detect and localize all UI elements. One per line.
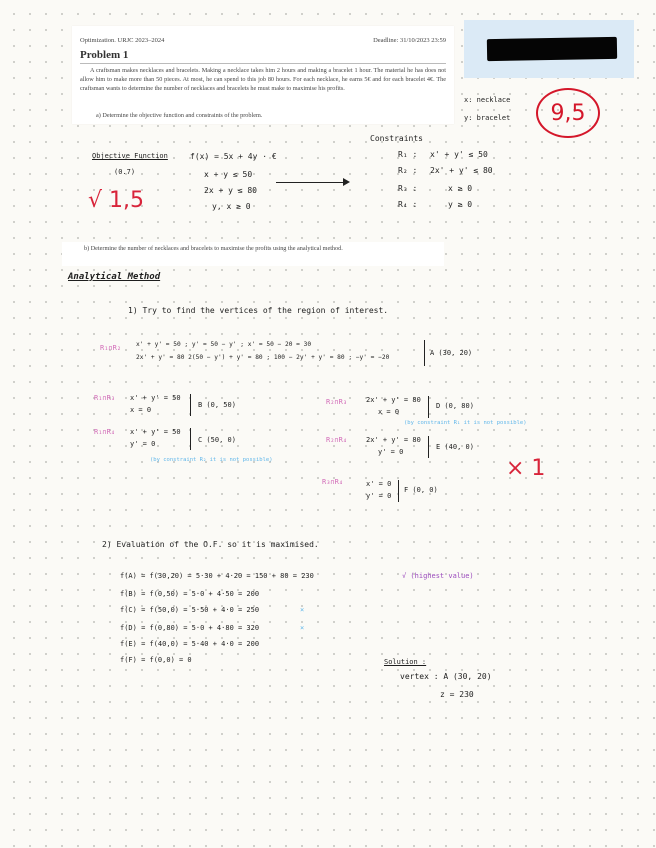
brace-icon — [424, 340, 425, 366]
problem-sheet — [72, 26, 454, 124]
solution-vertex: vertex : A (30, 20) — [400, 672, 492, 681]
eval-c-mark: × — [300, 606, 305, 614]
variable-y: y: bracelet — [464, 114, 511, 122]
r1r4-line-1: x' + y' = 50 — [130, 428, 181, 436]
objective-line-1: x + y ≤ 50 — [204, 170, 253, 179]
eval-f: f(F) = f(0,0) = 0 — [120, 656, 192, 664]
r1r2-line-2: 2x' + y' = 80 2(50 − y') + y' = 80 ; 100 − 2y' + y' = 80 ; −y' = −20 — [136, 354, 390, 361]
r1r3-line-2: x = 0 — [130, 406, 152, 414]
r1r4-line-2: y' = 0 — [130, 440, 156, 448]
part-b-mark: × 1 — [506, 456, 546, 481]
r1r3-label: R₁∩R₃ — [94, 394, 116, 402]
part-a-prompt: a) Determine the objective function and constraints of the problem. — [96, 112, 263, 119]
constraint-r1-name: R₁ : — [398, 150, 418, 159]
objective-line-2: 2x + y ≤ 80 — [204, 186, 257, 195]
sheet-header — [80, 37, 446, 44]
solution-value: z = 230 — [440, 690, 474, 699]
constraint-r1-expr: x' + y' ≤ 50 — [430, 150, 488, 159]
objective-points: (0.7) — [114, 168, 136, 176]
title-divider — [80, 63, 446, 64]
r1r4-label: R₁∩R₄ — [94, 428, 116, 436]
r2r3-label: R₂∩R₃ — [326, 398, 348, 406]
eval-b: f(B) = f(0,50) = 5·0 + 4·50 = 200 — [120, 590, 260, 598]
r3r4-result: F (0, 0) — [404, 486, 438, 494]
step-1-text: 1) Try to find the vertices of the region of interest. — [128, 306, 389, 315]
r2r4-result: E (40, 0) — [436, 443, 474, 451]
problem-title: Problem 1 — [80, 49, 129, 61]
r2r4-line-1: 2x' + y' = 80 — [366, 436, 421, 444]
r2r3-note: (by constraint R₁ it is not possible) — [404, 420, 527, 426]
objective-function: f(x) = 5x + 4y · € — [190, 152, 277, 161]
total-grade: 9,5 — [536, 88, 600, 138]
solution-label: Solution : — [384, 658, 427, 666]
objective-label: Objective Function — [92, 152, 168, 160]
brace-icon — [428, 436, 429, 458]
objective-line-3: y, x ≥ 0 — [212, 202, 251, 211]
brace-icon — [398, 480, 399, 502]
constraint-r2-name: R₂ : — [398, 166, 418, 175]
constraints-title: Constraints — [370, 134, 423, 143]
analytical-heading: Analytical Method — [68, 272, 161, 282]
r1r3-result: B (0, 50) — [198, 401, 236, 409]
deadline-label: Deadline: 31/10/2023 23:59 — [373, 37, 446, 44]
eval-a: f(A) = f(30,20) = 5·30 + 4·20 = 150 + 80 = 230 — [120, 572, 314, 580]
eval-d-mark: × — [300, 624, 305, 632]
r2r3-line-2: x = 0 — [378, 408, 400, 416]
eval-c: f(C) = f(50,0) = 5·50 + 4·0 = 250 — [120, 606, 260, 614]
part-b-sheet — [62, 242, 444, 266]
step-2-text: 2) Evaluation of the O.F. so it is maximised. — [102, 540, 319, 549]
part-a-mark: √ 1,5 — [88, 188, 144, 213]
r1r3-line-1: x' + y' = 50 — [130, 394, 181, 402]
constraint-r2-expr: 2x' + y' ≤ 80 — [430, 166, 493, 175]
eval-a-mark: √ (highest value) — [402, 572, 474, 580]
constraint-r3-expr: x ≥ 0 — [448, 184, 473, 193]
r1r2-line-1: x' + y' = 50 ; y' = 50 − y' ; x' = 50 − 20 = 30 — [136, 341, 312, 348]
r1r2-label: R₁∩R₂ — [100, 344, 122, 352]
problem-statement: A craftsman makes necklaces and bracelets. Making a necklace takes him 2 hours and making a bracelet 1 hour. The material he has does not allow him to make more than 50 pieces. At most, he can spend to this job 80 hours. For each necklace, he earns 5€ and for each bracelet 4€. The craftsman wants to determine the number of necklaces and bracelets he must make to maximise his profits. — [80, 67, 446, 92]
course-label: Optimization. URJC 2023–2024 — [80, 37, 165, 44]
constraint-r3-name: R₃ : — [398, 184, 418, 193]
eval-e: f(E) = f(40,0) = 5·40 + 4·0 = 200 — [120, 640, 260, 648]
r1r4-result: C (50, 0) — [198, 436, 236, 444]
r3r4-line-1: x' = 0 — [366, 480, 392, 488]
brace-icon — [190, 428, 191, 450]
variable-x: x: necklace — [464, 96, 511, 104]
constraint-r4-name: R₄ : — [398, 200, 418, 209]
r1r2-result: A (30, 20) — [430, 349, 473, 357]
brace-icon — [428, 396, 429, 418]
redacted-name — [487, 37, 617, 61]
eval-d: f(D) = f(0,80) = 5·0 + 4·80 = 320 — [120, 624, 260, 632]
r2r3-line-1: 2x' + y' = 80 — [366, 396, 421, 404]
r2r4-line-2: y' = 0 — [378, 448, 404, 456]
r3r4-line-2: y' = 0 — [366, 492, 392, 500]
r2r3-result: D (0, 80) — [436, 402, 474, 410]
r2r4-label: R₂∩R₄ — [326, 436, 348, 444]
part-b-prompt: b) Determine the number of necklaces and bracelets to maximise the profits using the analytical method. — [84, 245, 343, 252]
constraint-r4-expr: y ≥ 0 — [448, 200, 473, 209]
arrow-icon — [276, 182, 348, 183]
brace-icon — [190, 394, 191, 416]
r1r4-note: (by constraint R₂ it is not possible) — [150, 457, 273, 463]
r3r4-label: R₃∩R₄ — [322, 478, 344, 486]
